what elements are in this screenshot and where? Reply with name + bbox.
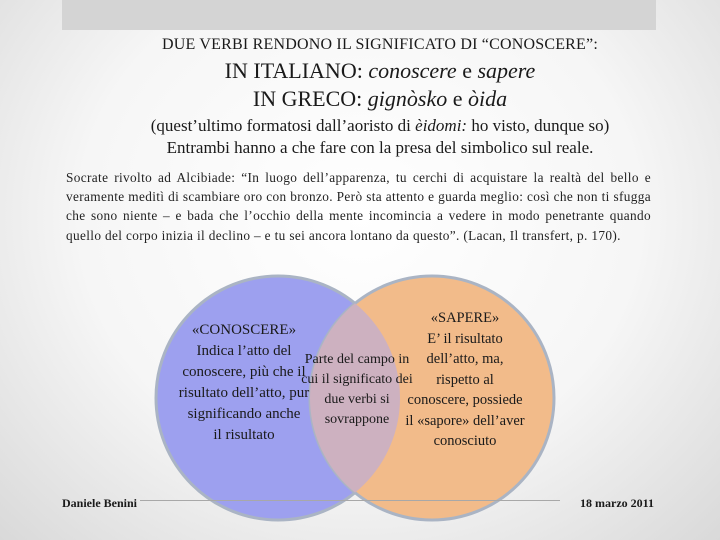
overlap-text: Parte del campo in cui il significato dei due verbi si sovrappone	[301, 352, 413, 427]
verb-sapere: sapere	[477, 58, 536, 83]
footer-date: 18 marzo 2011	[580, 496, 654, 510]
title-line: DUE VERBI RENDONO IL SIGNIFICATO DI “CONOSCERE”:	[162, 36, 598, 53]
author-name: Daniele Benini	[62, 496, 138, 510]
greek-prefix: IN GRECO:	[252, 86, 368, 111]
symbolic-line: Entrambi hanno a che fare con la presa del simbolico sul reale.	[166, 138, 594, 157]
verb-gignosko: gignòsko	[367, 86, 448, 111]
conoscere-text: «CONOSCERE» Indica l’atto del conoscere, più che il risultato dell’atto, pur significando anche il risultato	[178, 322, 310, 443]
etymology-prefix: (quest’ultimo formatosi dall’aoristo di	[150, 116, 416, 135]
footer-rule	[140, 500, 560, 501]
italian-prefix: IN ITALIANO:	[224, 58, 369, 83]
etymology-term: èidomi:	[415, 116, 468, 135]
quote-paragraph: Socrate rivolto ad Alcibiade: “In luogo dell’apparenza, tu cerchi di acquistare la realtà del bello e veramente meditì di scambiare oro con bronzo. Però sta attento e guarda meglio: così che non ti sfugga che sono niente – e bada che l’occhio della mente incomincia a vedere in modo penetrante quando quello del corpo inizia il declino – e tu sei ancora lontano da questo”. (Lacan, Il transfert, p. 170).	[66, 170, 651, 243]
sapere-text: «SAPERE» E’ il risultato dell’atto, ma, rispetto al conoscere, possiede il «sapore» dell’aver conosciuto	[405, 310, 525, 449]
conjunction: e	[447, 86, 468, 111]
verb-oida: òida	[467, 86, 508, 111]
verb-conoscere: conoscere	[368, 58, 457, 83]
etymology-suffix: ho visto, dunque so)	[467, 116, 610, 135]
conjunction: e	[456, 58, 478, 83]
